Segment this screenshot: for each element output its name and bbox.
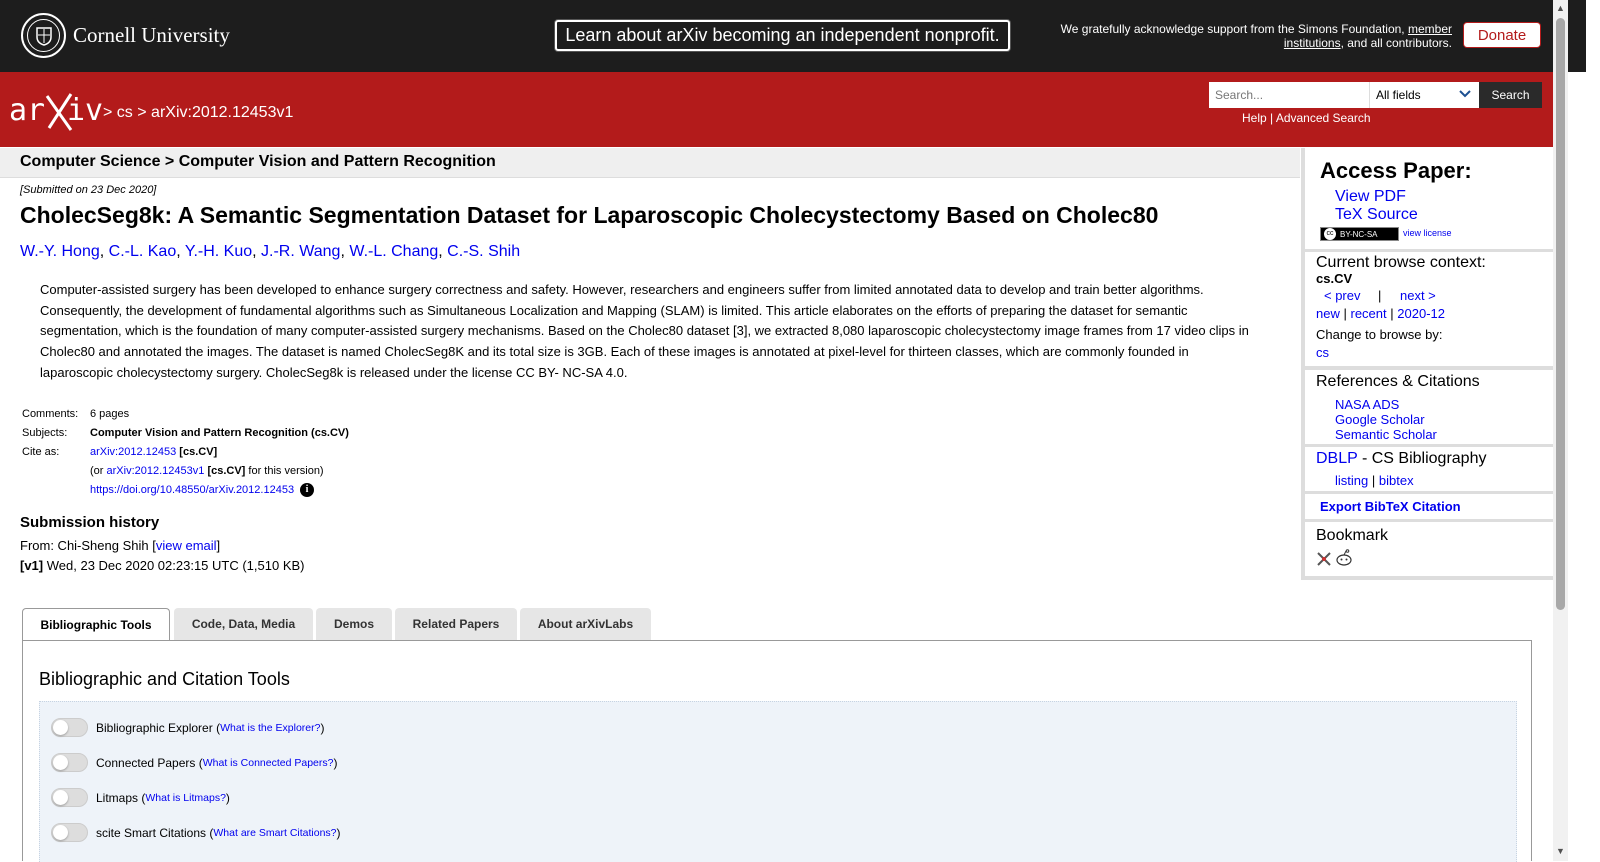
view-pdf-link[interactable]: View PDF [1335,188,1406,205]
search-input[interactable]: Search... [1209,82,1369,108]
help-link[interactable]: Help [1242,111,1267,125]
author-link[interactable]: W.-L. Chang [349,243,439,260]
tab-code-data-media[interactable]: Code, Data, Media [174,608,313,640]
submission-history-title: Submission history [20,514,160,531]
author-link[interactable]: J.-R. Wang [261,243,341,260]
cite-or: (or [90,465,104,477]
creative-commons-icon: cc [1324,228,1336,240]
cornell-seal-icon [21,13,66,58]
submitted-date: [Submitted on 23 Dec 2020] [20,184,157,196]
tool-row-connected-papers: Connected Papers ( What is Connected Papers? ) [51,753,338,772]
nasa-ads-link[interactable]: NASA ADS [1335,397,1400,412]
connected-papers-toggle[interactable] [51,753,88,772]
author-link[interactable]: C.-L. Kao [108,243,177,260]
browse-cs-link[interactable]: cs [1316,345,1329,360]
scroll-up-icon[interactable]: ▲ [1556,3,1565,13]
search-button[interactable]: Search [1479,82,1542,108]
doi-link[interactable]: https://doi.org/10.48550/arXiv.2012.12453 [90,484,295,496]
cite-version-category: [cs.CV] [207,465,246,477]
support-text [1040,22,1452,50]
tab-demos[interactable]: Demos [316,608,392,640]
help-links [1242,111,1371,125]
tab-bibliographic-tools[interactable]: Bibliographic Tools [22,608,170,641]
browse-links [1316,306,1445,321]
paper-title: CholecSeg8k: A Semantic Segmentation Dataset for Laparoscopic Cholecystectomy Based on Cholec80 [20,202,1159,228]
explorer-toggle[interactable] [51,718,88,737]
search-field-value: All fields [1376,88,1421,102]
cite-id-link[interactable]: arXiv:2012.12453 [90,446,177,458]
cornell-name: Cornell University [73,23,230,47]
dblp-title [1316,450,1486,468]
tool-help-link[interactable]: What is Connected Papers? [202,756,334,769]
arxiv-logo[interactable] [9,90,104,135]
scroll-down-icon[interactable]: ▼ [1556,846,1565,856]
cite-version-link[interactable]: arXiv:2012.12453v1 [106,465,205,477]
next-link[interactable]: next > [1400,288,1436,303]
dblp-box [1305,447,1554,491]
reddit-icon[interactable] [1335,549,1353,570]
license-badge-text: BY-NC-SA [1340,229,1378,239]
tool-label: scite Smart Citations [96,825,207,840]
svg-text:iv: iv [67,93,104,128]
sidebar [1301,148,1554,580]
tool-row-scite: scite Smart Citations ( What are Smart Citations? ) [51,823,341,842]
tools-list [39,701,1517,862]
export-bibtex-link[interactable]: Export BibTeX Citation [1320,499,1461,514]
comments-value: 6 pages [90,408,130,420]
browse-sep: | [1390,306,1394,321]
page-scrollbar[interactable] [1553,0,1568,861]
subjects-value [88,424,351,443]
view-email-link[interactable]: view email [155,538,217,553]
primary-subject: Computer Vision and Pattern Recognition (cs.CV) [90,427,349,439]
tool-label: Bibliographic Explorer [96,720,213,735]
tool-label: Connected Papers [96,755,196,770]
litmaps-toggle[interactable] [51,788,88,807]
author-link[interactable]: W.-Y. Hong [20,243,100,260]
references-box [1305,370,1554,444]
tools-title: Bibliographic and Citation Tools [39,669,290,689]
tab-related-papers[interactable]: Related Papers [395,608,517,640]
cite-label: Cite as: [22,446,60,458]
cite-version-row [88,462,351,481]
metadata-table [20,405,351,500]
authors: W.-Y. Hong, C.-L. Kao, Y.-H. Kuo, J.-R. Wang, W.-L. Chang, C.-S. Shih [20,243,521,260]
recent-link[interactable]: recent [1350,306,1387,321]
new-link[interactable]: new [1316,306,1340,321]
bibsonomy-icon[interactable] [1316,551,1332,570]
from-prefix: From: Chi-Sheng Shih [ [20,538,156,553]
tab-about-arxivlabs[interactable]: About arXivLabs [520,608,651,640]
cite-category: [cs.CV] [179,446,218,458]
breadcrumb-sep: > [137,104,147,121]
v1-date: Wed, 23 Dec 2020 02:23:15 UTC (1,510 KB) [46,558,305,573]
tool-help-link[interactable]: What is Litmaps? [145,791,226,804]
arxiv-logo-icon [9,90,104,132]
tool-help-link[interactable]: What is the Explorer? [220,721,321,734]
donate-button[interactable]: Donate [1463,22,1541,48]
svg-text:ar: ar [9,93,46,128]
scite-toggle[interactable] [51,823,88,842]
export-box [1305,494,1554,519]
semantic-scholar-link[interactable]: Semantic Scholar [1335,427,1437,442]
breadcrumb-paper-id: arXiv:2012.12453v1 [151,104,294,121]
cc-license-badge[interactable] [1320,227,1399,241]
prev-next-sep: | [1378,288,1382,303]
comments-label: Comments: [22,408,79,420]
support-suffix: , and all contributors. [1340,36,1452,50]
help-sep: | [1270,111,1274,125]
references-title: References & Citations [1316,373,1480,390]
cornell-banner [0,0,1586,72]
cornell-logo[interactable] [21,13,230,58]
tex-source-link[interactable]: TeX Source [1335,206,1418,223]
listing-link[interactable]: listing [1335,473,1369,488]
change-browse-label: Change to browse by: [1316,327,1443,342]
v1-label[interactable]: [v1] [20,558,44,573]
cite-version-suffix: for this version) [248,465,324,477]
dblp-link[interactable]: DBLP [1316,450,1358,467]
breadcrumb-cs[interactable]: cs [116,104,133,121]
support-prefix: We gratefully acknowledge support from the Simons Foundation, [1060,22,1405,36]
arxiv-header [0,72,1553,147]
subject-header [0,148,1300,178]
subject-header-text: Computer Science > Computer Vision and Pattern Recognition [20,153,496,170]
breadcrumb-sep: > [103,104,113,121]
access-paper-box [1305,148,1554,249]
scrollbar-thumb[interactable] [1556,18,1565,610]
access-paper-title: Access Paper: [1320,158,1472,183]
month-link[interactable]: 2020-12 [1397,306,1445,321]
tool-row-litmaps: Litmaps ( What is Litmaps? ) [51,788,230,807]
google-scholar-link[interactable]: Google Scholar [1335,412,1425,427]
chevron-down-icon [1459,86,1471,105]
abstract: Computer-assisted surgery has been developed to enhance surgery correctness and safety. However, researchers and engineers suffer from limited annotated data to develop and train better algorithms. Consequently, the development of fundamental algorithms such as Simultaneous Localization and Mapping (SLAM) is limited. This article elaborates on the efforts of preparing the dataset for semantic segmentation, which is the foundation of many computer-assisted surgery mechanisms. Based on the Cholec80 dataset [3], we extracted 8,080 laparoscopic cholecystectomy image frames from 17 video clips in Cholec80 and annotated the images. The dataset is named CholecSeg8K and its total size is 3GB. Each of these images is annotated at pixel-level for thirteen classes, which are commonly founded in laparoscopic cholecystectomy surgery. CholecSeg8k is released under the license CC BY- NC-SA 4.0. [40,282,1249,380]
author-link[interactable]: Y.-H. Kuo [184,243,253,260]
subjects-label: Subjects: [22,427,68,439]
breadcrumb [103,104,293,122]
author-link[interactable]: C.-S. Shih [447,243,521,260]
dblp-links [1335,473,1414,488]
doi-row [88,481,351,500]
tool-help-link[interactable]: What are Smart Citations? [213,826,337,839]
view-license-link[interactable]: view license [1403,228,1452,238]
browse-context-box [1305,252,1554,366]
prev-link[interactable]: < prev [1324,288,1361,303]
submission-from [20,538,220,553]
advanced-search-link[interactable]: Advanced Search [1275,111,1371,125]
bookmark-box [1305,522,1554,576]
browse-context-value: cs.CV [1316,271,1353,286]
search-field-select[interactable] [1369,82,1479,108]
version-v1 [20,558,305,573]
bookmark-title: Bookmark [1316,527,1389,544]
bibtex-link[interactable]: bibtex [1378,473,1414,488]
dblp-sep: | [1371,473,1376,488]
dblp-suffix: - CS Bibliography [1357,450,1487,467]
cite-value [88,443,351,462]
tool-label: Litmaps [96,790,139,805]
info-icon[interactable]: i [300,483,314,497]
browse-sep: | [1343,306,1347,321]
nonprofit-announcement-button[interactable]: Learn about arXiv becoming an independent nonprofit. [555,20,1010,51]
from-suffix: ] [216,538,221,553]
bibliographic-tools-panel [22,640,1532,861]
member-institutions-link[interactable]: member institutions [1283,22,1452,50]
browse-context-title: Current browse context: [1316,254,1486,271]
tool-row-explorer: Bibliographic Explorer ( What is the Explorer? ) [51,718,324,737]
